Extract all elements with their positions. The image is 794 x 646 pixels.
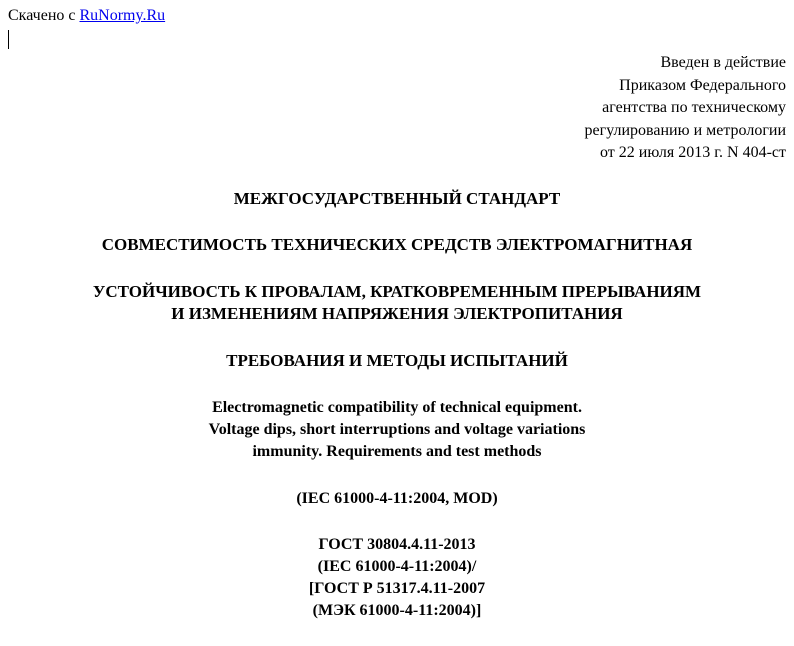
standard-title-secondary-line: УСТОЙЧИВОСТЬ К ПРОВАЛАМ, КРАТКОВРЕМЕННЫМ ПРЕРЫВАНИЯМ — [92, 282, 702, 301]
standard-title-primary-text: СОВМЕСТИМОСТЬ ТЕХНИЧЕСКИХ СРЕДСТВ ЭЛЕКТРОМАГНИТНАЯ — [101, 235, 693, 254]
standard-title-secondary-line: И ИЗМЕНЕНИЯМ НАПРЯЖЕНИЯ ЭЛЕКТРОПИТАНИЯ — [171, 304, 623, 323]
designation-line: (IEC 61000-4-11:2004)/ — [317, 558, 477, 575]
standard-designation — [0, 534, 794, 622]
english-title-line: Electromagnetic compatibility of technical equipment. — [212, 399, 582, 416]
standard-title-primary — [0, 234, 794, 256]
english-title-line: immunity. Requirements and test methods — [252, 443, 542, 460]
enactment-note — [585, 52, 786, 165]
enactment-line: агентства по техническому — [602, 99, 786, 117]
enactment-line: регулированию и метрологии — [584, 121, 786, 139]
download-source-prefix: Скачено с — [8, 7, 76, 24]
standard-title-tertiary — [0, 350, 794, 372]
enactment-line: от 22 июля 2013 г. N 404-ст — [600, 144, 786, 162]
iec-reference-text: (IEC 61000-4-11:2004, MOD) — [296, 490, 498, 507]
enactment-line: Введен в действие — [660, 54, 786, 71]
standard-title-secondary — [0, 281, 794, 325]
download-source-line — [8, 6, 165, 26]
standard-category-text: МЕЖГОСУДАРСТВЕННЫЙ СТАНДАРТ — [233, 189, 561, 208]
designation-line: ГОСТ 30804.4.11-2013 — [318, 536, 476, 553]
iec-reference — [0, 488, 794, 510]
standard-category — [0, 188, 794, 210]
english-title-line: Voltage dips, short interruptions and voltage variations — [208, 421, 586, 438]
standard-title-tertiary-text: ТРЕБОВАНИЯ И МЕТОДЫ ИСПЫТАНИЙ — [226, 351, 568, 370]
designation-line: (МЭК 61000-4-11:2004)] — [312, 602, 482, 619]
runormy-site-link[interactable]: RuNormy.Ru — [79, 7, 166, 24]
text-cursor — [8, 30, 9, 49]
english-title — [0, 397, 794, 463]
designation-line: [ГОСТ Р 51317.4.11-2007 — [308, 580, 486, 597]
enactment-line: Приказом Федерального — [619, 76, 786, 94]
